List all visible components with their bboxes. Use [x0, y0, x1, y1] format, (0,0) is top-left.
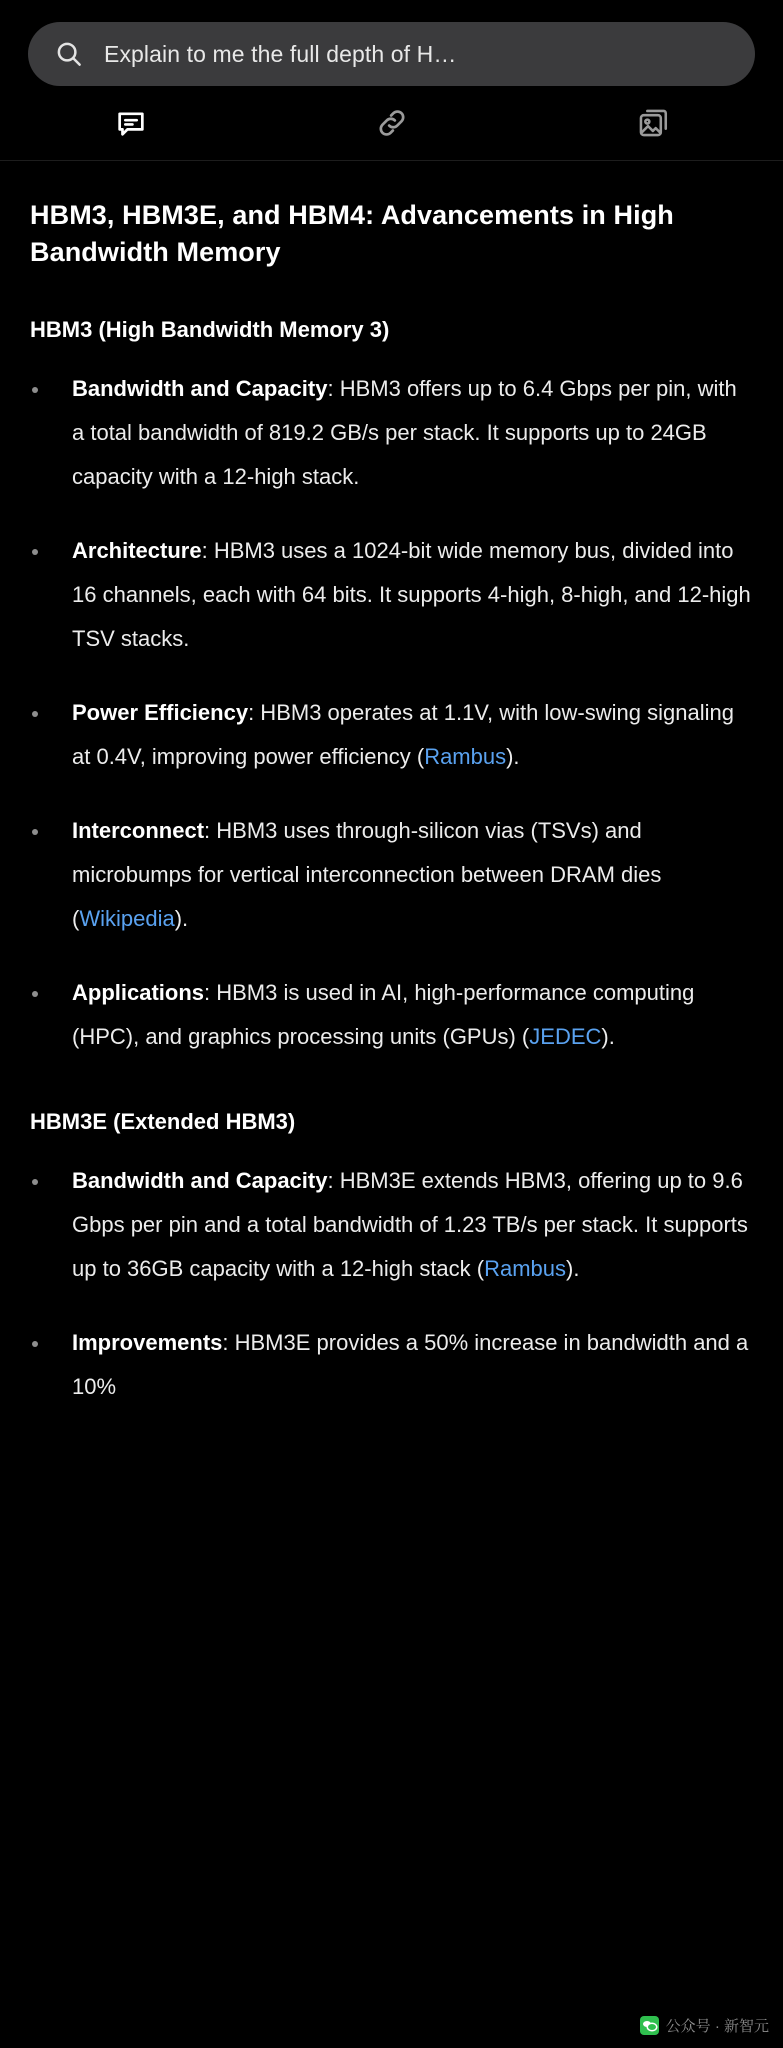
list-item	[30, 971, 753, 1059]
bullet-text: : HBM3 uses a 1024-bit wide memory bus, divided into 16 channels, each with 64 bits. It supports 4-high, 8-high, and 12-high TSV stacks.	[72, 538, 751, 651]
bullet-text: : HBM3E provides a 50% increase in bandwidth and a 10%	[72, 1330, 749, 1399]
list-item	[30, 809, 753, 941]
section-heading: HBM3 (High Bandwidth Memory 3)	[30, 317, 390, 342]
search-icon	[54, 39, 84, 69]
bullet-term: Architecture	[72, 538, 202, 563]
bullet-tail: ).	[506, 744, 520, 769]
section-heading: HBM3E (Extended HBM3)	[30, 1109, 296, 1134]
top-bar	[0, 0, 783, 86]
bullet-text: : HBM3 uses through-silicon vias (TSVs) and microbumps for vertical interconnection between DRAM dies (	[72, 818, 662, 931]
bullet-term: Bandwidth and Capacity	[72, 376, 328, 401]
watermark	[640, 2015, 769, 2036]
bullet-text: : HBM3 operates at 1.1V, with low-swing signaling at 0.4V, improving power efficiency (	[72, 700, 734, 769]
bullet-text: : HBM3 is used in AI, high-performance computing (HPC), and graphics processing units (GPUs) (	[72, 980, 695, 1049]
list-item	[30, 691, 753, 779]
list-item	[30, 1159, 753, 1291]
search-input-value: Explain to me the full depth of H…	[104, 40, 457, 67]
bullet-term: Power Efficiency	[72, 700, 249, 725]
reference-link-wikipedia[interactable]: Wikipedia	[79, 906, 175, 931]
bullet-term: Applications	[72, 980, 205, 1005]
bullet-list	[30, 367, 753, 1059]
bullet-term: Improvements	[72, 1330, 223, 1355]
wechat-logo-icon	[640, 2016, 659, 2035]
bullet-term: Bandwidth and Capacity	[72, 1168, 328, 1193]
link-icon[interactable]	[261, 86, 522, 160]
bullet-list	[30, 1159, 753, 1409]
list-item	[30, 367, 753, 499]
section-hbm3	[30, 315, 753, 1059]
search-input[interactable]	[28, 22, 755, 86]
answer-content	[0, 161, 783, 2048]
bullet-text: : HBM3 offers up to 6.4 Gbps per pin, with a total bandwidth of 819.2 GB/s per stack. It supports up to 24GB capacity with a 12-high stack.	[72, 376, 737, 489]
list-item	[30, 529, 753, 661]
list-item	[30, 1321, 753, 1409]
bullet-text: : HBM3E extends HBM3, offering up to 9.6 Gbps per pin and a total bandwidth of 1.23 TB/s per stack. It supports up to 36GB capacity with a 12-high stack (	[72, 1168, 748, 1281]
page-title: HBM3, HBM3E, and HBM4: Advancements in High Bandwidth Memory	[30, 200, 674, 267]
reference-link-rambus[interactable]: Rambus	[424, 744, 507, 769]
reference-link-rambus[interactable]: Rambus	[484, 1256, 567, 1281]
bullet-tail: ).	[174, 906, 189, 931]
images-icon[interactable]	[522, 86, 783, 160]
bullet-term: Interconnect	[72, 818, 205, 843]
bullet-tail: ).	[566, 1256, 580, 1281]
bullet-tail: ).	[601, 1024, 615, 1049]
watermark-text: 公众号 · 新智元	[665, 2018, 769, 2035]
chat-bubble-icon[interactable]	[0, 86, 261, 160]
section-hbm3e	[30, 1107, 753, 1409]
content-type-tabs	[0, 86, 783, 161]
reference-link-jedec[interactable]: JEDEC	[529, 1024, 602, 1049]
